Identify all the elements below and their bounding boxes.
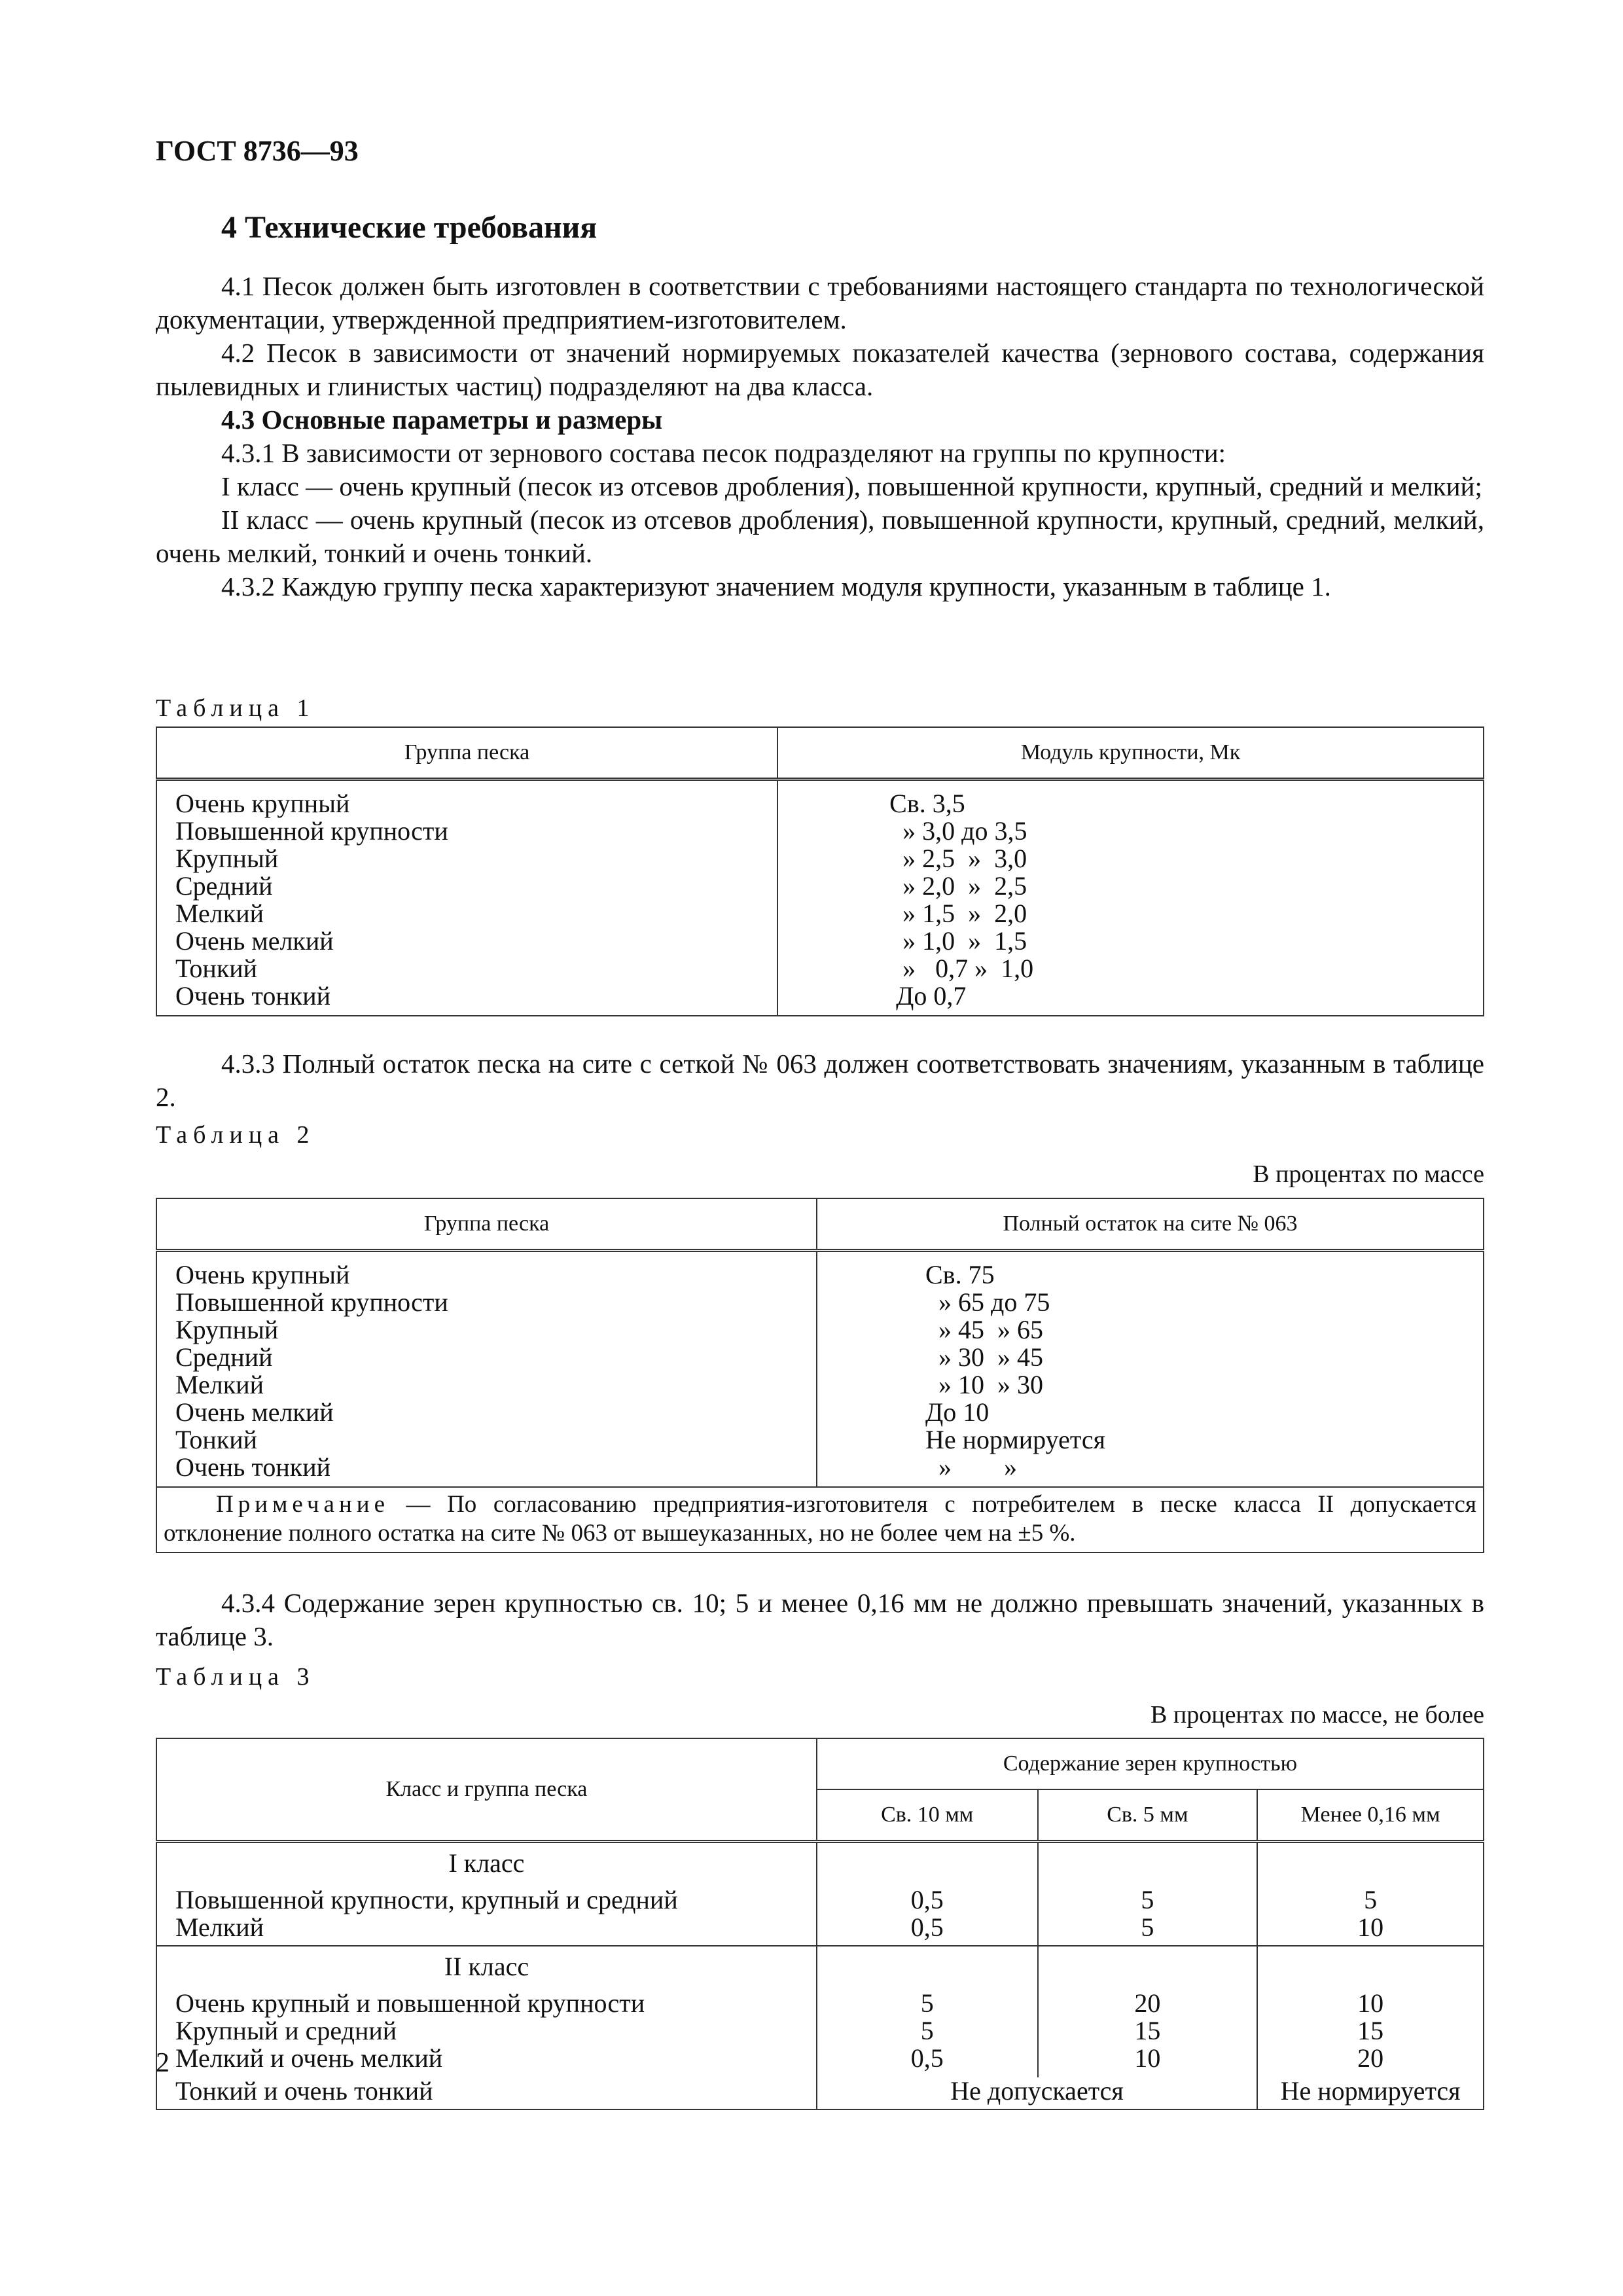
table3-cell: 0,5 — [817, 2045, 1038, 2077]
table3-cell: 5 — [817, 1990, 1038, 2017]
table3-subheader-016mm: Менее 0,16 мм — [1257, 1789, 1484, 1842]
table2-values: Св. 75 » 65 до 75 » 45 » 65 » 30 » 45 » 10 » 30 До 10 Не нормируется » » — [817, 1251, 1484, 1488]
paragraph-class-1: I класс — очень крупный (песок из отсевов дробления), повышенной крупности, крупный, средний и мелкий; — [221, 471, 1482, 501]
table3-row-name: Крупный и средний — [156, 2017, 817, 2045]
table3-row-name: Мелкий и очень мелкий — [156, 2045, 817, 2077]
table3-row-name: Очень крупный и повышенной крупности — [156, 1990, 817, 2017]
table3-class1-label: I класс — [156, 1842, 817, 1887]
table3-cell: 20 — [1257, 2045, 1484, 2077]
table3-subheader-5mm: Св. 5 мм — [1038, 1789, 1258, 1842]
paragraph-4-3-4-block — [156, 1587, 1484, 1653]
table3-cell: 0,5 — [817, 1914, 1038, 1946]
paragraph-4-3-3-block — [156, 1047, 1484, 1114]
table-1 — [156, 726, 1484, 1016]
table1-header-modulus: Модуль крупности, Мк — [777, 727, 1484, 780]
paragraph-4-3-heading: 4.3 Основные параметры и размеры — [221, 404, 663, 435]
table3-cell: 5 — [817, 2017, 1038, 2045]
paragraph-4-1: 4.1 Песок должен быть изготовлен в соответствии с требованиями настоящего стандарта по технологической документации, утвержденной предприятием-изготовителем. — [156, 271, 1484, 334]
table3-cell: 10 — [1257, 1990, 1484, 2017]
table3-class2-label: II класс — [156, 1946, 817, 1990]
table3-cell: 15 — [1257, 2017, 1484, 2045]
table2-header-group: Группа песка — [156, 1198, 817, 1251]
table3-cell: 0,5 — [817, 1886, 1038, 1914]
section-title: 4 Технические требования — [221, 210, 597, 245]
table2-groups: Очень крупный Повышенной крупности Крупный Средний Мелкий Очень мелкий Тонкий Очень тонкий — [156, 1251, 817, 1488]
table3-cell: Не нормируется — [1257, 2077, 1484, 2109]
table3-cell: 5 — [1038, 1886, 1258, 1914]
table2-note — [156, 1487, 1484, 1552]
table3-cell: 15 — [1038, 2017, 1258, 2045]
table3-header-content: Содержание зерен крупностью — [817, 1738, 1484, 1789]
table-2 — [156, 1198, 1484, 1553]
table1-values: Св. 3,5 » 3,0 до 3,5 » 2,5 » 3,0 » 2,0 » 2,5 » 1,5 » 2,0 » 1,0 » 1,5 » 0,7 » 1,0 До 0,7 — [777, 780, 1484, 1016]
paragraph-4-3-4: 4.3.4 Содержание зерен крупностью св. 10; 5 и менее 0,16 мм не должно превышать значений, указанных в таблице 3. — [156, 1588, 1484, 1651]
table3-cell: 5 — [1038, 1914, 1258, 1946]
paragraph-class-2: II класс — очень крупный (песок из отсевов дробления), повышенной крупности, крупный, средний, мелкий, очень мелкий, тонкий и очень тонкий. — [156, 505, 1484, 568]
table3-row-name: Мелкий — [156, 1914, 817, 1946]
table3-row-name: Повышенной крупности, крупный и средний — [156, 1886, 817, 1914]
table1-caption: Таблица 1 — [156, 694, 315, 722]
table3-cell: 10 — [1038, 2045, 1258, 2077]
document-id: ГОСТ 8736—93 — [156, 135, 359, 167]
table2-caption: Таблица 2 — [156, 1121, 315, 1149]
table3-cell: 10 — [1257, 1914, 1484, 1946]
body-text — [156, 270, 1484, 603]
paragraph-4-3-1: 4.3.1 В зависимости от зернового состава песок подразделяют на группы по крупности: — [221, 438, 1226, 468]
table3-header-class: Класс и группа песка — [156, 1738, 817, 1842]
table1-groups: Очень крупный Повышенной крупности Крупный Средний Мелкий Очень мелкий Тонкий Очень тонкий — [156, 780, 777, 1016]
note-text: — По согласованию предприятия-изготовителя с потребителем в песке класса II допускается отклонение полного остатка на сите № 063 от вышеуказанных, но не более чем на ±5 %. — [164, 1491, 1476, 1547]
paragraph-4-3-2: 4.3.2 Каждую группу песка характеризуют значением модуля крупности, указанным в таблице 1. — [221, 571, 1331, 601]
table3-cell: 5 — [1257, 1886, 1484, 1914]
note-label: Примечание — [216, 1491, 389, 1518]
paragraph-4-3-3: 4.3.3 Полный остаток песка на сите с сеткой № 063 должен соответствовать значениям, указанным в таблице 2. — [156, 1049, 1484, 1112]
paragraph-4-2: 4.2 Песок в зависимости от значений нормируемых показателей качества (зернового состава, содержания пылевидных и глинистых частиц) подразделяют на два класса. — [156, 338, 1484, 401]
table3-cell: 20 — [1038, 1990, 1258, 2017]
table3-caption: Таблица 3 — [156, 1663, 315, 1691]
page-number: 2 — [156, 2048, 169, 2078]
table3-cell-merged: Не допускается — [817, 2077, 1257, 2109]
table1-header-group: Группа песка — [156, 727, 777, 780]
table3-units: В процентах по массе, не более — [1150, 1701, 1484, 1729]
table3-row-name: Тонкий и очень тонкий — [156, 2077, 817, 2109]
table3-subheader-10mm: Св. 10 мм — [817, 1789, 1038, 1842]
table2-header-residue: Полный остаток на сите № 063 — [817, 1198, 1484, 1251]
table-3 — [156, 1738, 1484, 2110]
table2-units: В процентах по массе — [1253, 1160, 1484, 1188]
